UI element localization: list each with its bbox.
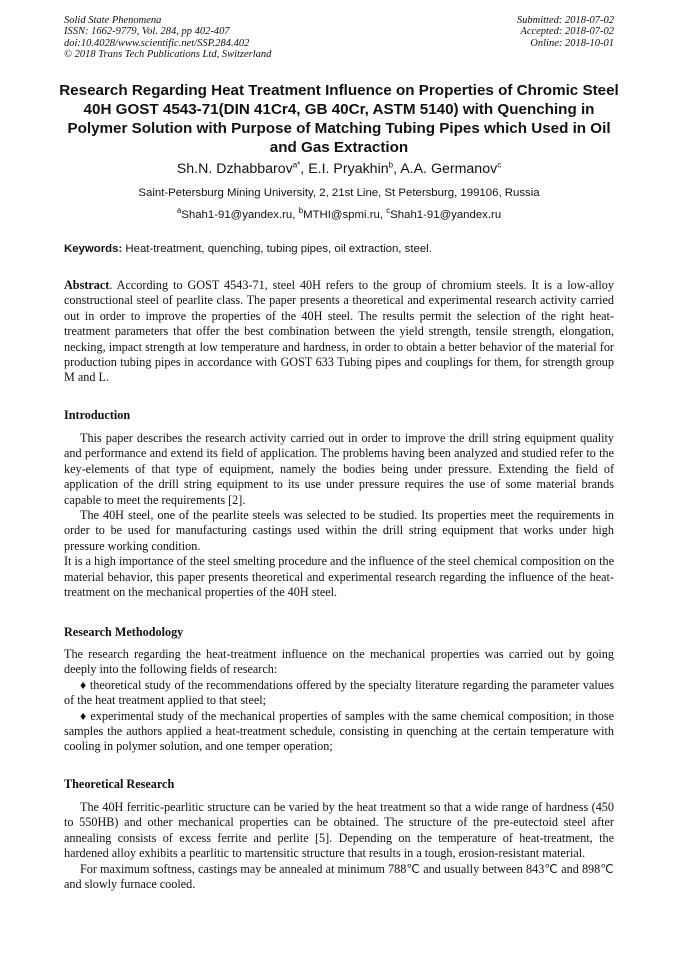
list-item: ♦ theoretical study of the recommendations offered by the specialty literature regarding the parameter values of the heat treatment applied to that steel; [64,677,614,708]
email-address: MTHI@spmi.ru [303,209,380,221]
author-name: A.A. Germanov [400,161,498,177]
email-mark: c [386,206,391,216]
introduction-body [64,431,614,600]
submission-dates [517,15,614,49]
keywords-label: Keywords: [64,243,123,255]
journal-info [64,15,271,61]
email-separator: , [379,209,387,221]
author-separator: , [393,161,401,177]
journal-copyright: © 2018 Trans Tech Publications Ltd, Switzerland [64,49,272,61]
methodology-heading: Research Methodology [64,625,184,639]
methodology-body [64,647,614,755]
author-affil-mark: b [388,160,394,170]
journal-doi: doi:10.4028/www.scientific.net/SSP.284.402 [64,37,250,49]
paragraph: For maximum softness, castings may be annealed at minimum 788℃ and usually between 843℃ and 898℃ and slowly furnace cooled. [64,861,614,892]
email-mark: a [176,206,182,216]
affiliation: Saint-Petersburg Mining University, 2, 21st Line, St Petersburg, 199106, Russia [138,187,540,199]
keywords-text: Heat-treatment, quenching, tubing pipes, oil extraction, steel. [125,243,432,255]
author-name: E.I. Pryakhin [308,161,389,177]
author-affil-mark: a* [292,160,301,170]
email-separator: , [292,209,299,221]
online-date: Online: 2018-10-01 [530,37,614,49]
theoretical-heading: Theoretical Research [64,777,175,791]
author-affil-mark: c [497,160,502,170]
abstract [64,278,614,386]
accepted-date: Accepted: 2018-07-02 [520,26,614,38]
introduction-heading: Introduction [64,408,131,422]
email-mark: b [298,206,304,216]
list-item: ♦ experimental study of the mechanical properties of samples with the same chemical composition; in those samples the authors applied a heat-treatment schedule, consisting in quenching at the certain temperature with cooling in polymer solution, and one temper operation; [64,708,614,754]
paper-title: Research Regarding Heat Treatment Influence on Properties of Chromic Steel 40H GOST 4543-71(DIN 41Cr4, GB 40Cr, ASTM 5140) with Quenching in Polymer Solution with Purpose of Matching Tubing Pipes which Used in Oil and Gas Extraction [59,82,619,156]
paragraph: This paper describes the research activity carried out in order to improve the drill string equipment quality and performance and extend its field of application. The problems having been analyzed and studied refer to the key-elements of that type of equipment, namely the bodies being under pressure. Extending the field of application of the drill string equipment to its use under pressure requires the use of some material brands capable to meet the requirements [2]. [64,431,614,507]
author-separator: , [300,161,309,177]
author-list [0,160,678,178]
email-address: Shah1-91@yandex.ru [390,209,502,221]
journal-issn: ISSN: 1662-9779, Vol. 284, pp 402-407 [64,26,230,38]
abstract-label: Abstract [64,278,110,292]
email-address: Shah1-91@yandex.ru [181,209,293,221]
paragraph: The 40H ferritic-pearlitic structure can be varied by the heat treatment so that a wide range of hardness (450 to 550HB) and other mechanical properties can be obtained. The structure of the pre-eutectoid steel after annealing consists of excess ferrite and perlite [5]. Depending on the temperature of heat-treatment, the hardened alloy exhibits a pearlitic to martensitic structure that results in a tough, erosion-resistant material. [64,800,614,861]
author-name: Sh.N. Dzhabbarov [176,161,293,177]
abstract-text: . According to GOST 4543-71, steel 40H refers to the group of chromium steels. It is a low-alloy constructional steel of pearlite class. The paper presents a theoretical and experimental research activity carried out in order to improve the properties of the 40H steel. The results permit the selection of the right heat-treatment parameters that offer the best combination between the yield strength, tensile strength, elongation, necking, impact strength at low temperature and hardness, in order to obtain a better behavior of the material for production tubing pipes in accordance with GOST 633 Tubing pipes and couplings for them, for strength group M and L. [64,278,614,385]
theoretical-body [64,800,614,892]
paragraph: The 40H steel, one of the pearlite steels was selected to be studied. Its properties meet the requirements in order to be used for manufacturing castings used within the drill string equipment that works under high pressure working condition. [64,508,614,553]
journal-name: Solid State Phenomena [64,15,162,26]
paragraph: The research regarding the heat-treatment influence on the mechanical properties was carried out by going deeply into the following fields of research: [64,647,614,677]
paragraph: It is a high importance of the steel smelting procedure and the influence of the steel chemical composition on the material behavior, this paper presents theoretical and experimental research regarding the influence of the heat-treatment on the mechanical properties of the 40H steel. [64,554,614,600]
submitted-date: Submitted: 2018-07-02 [516,15,614,26]
email-list [0,208,678,222]
keywords [64,242,614,256]
